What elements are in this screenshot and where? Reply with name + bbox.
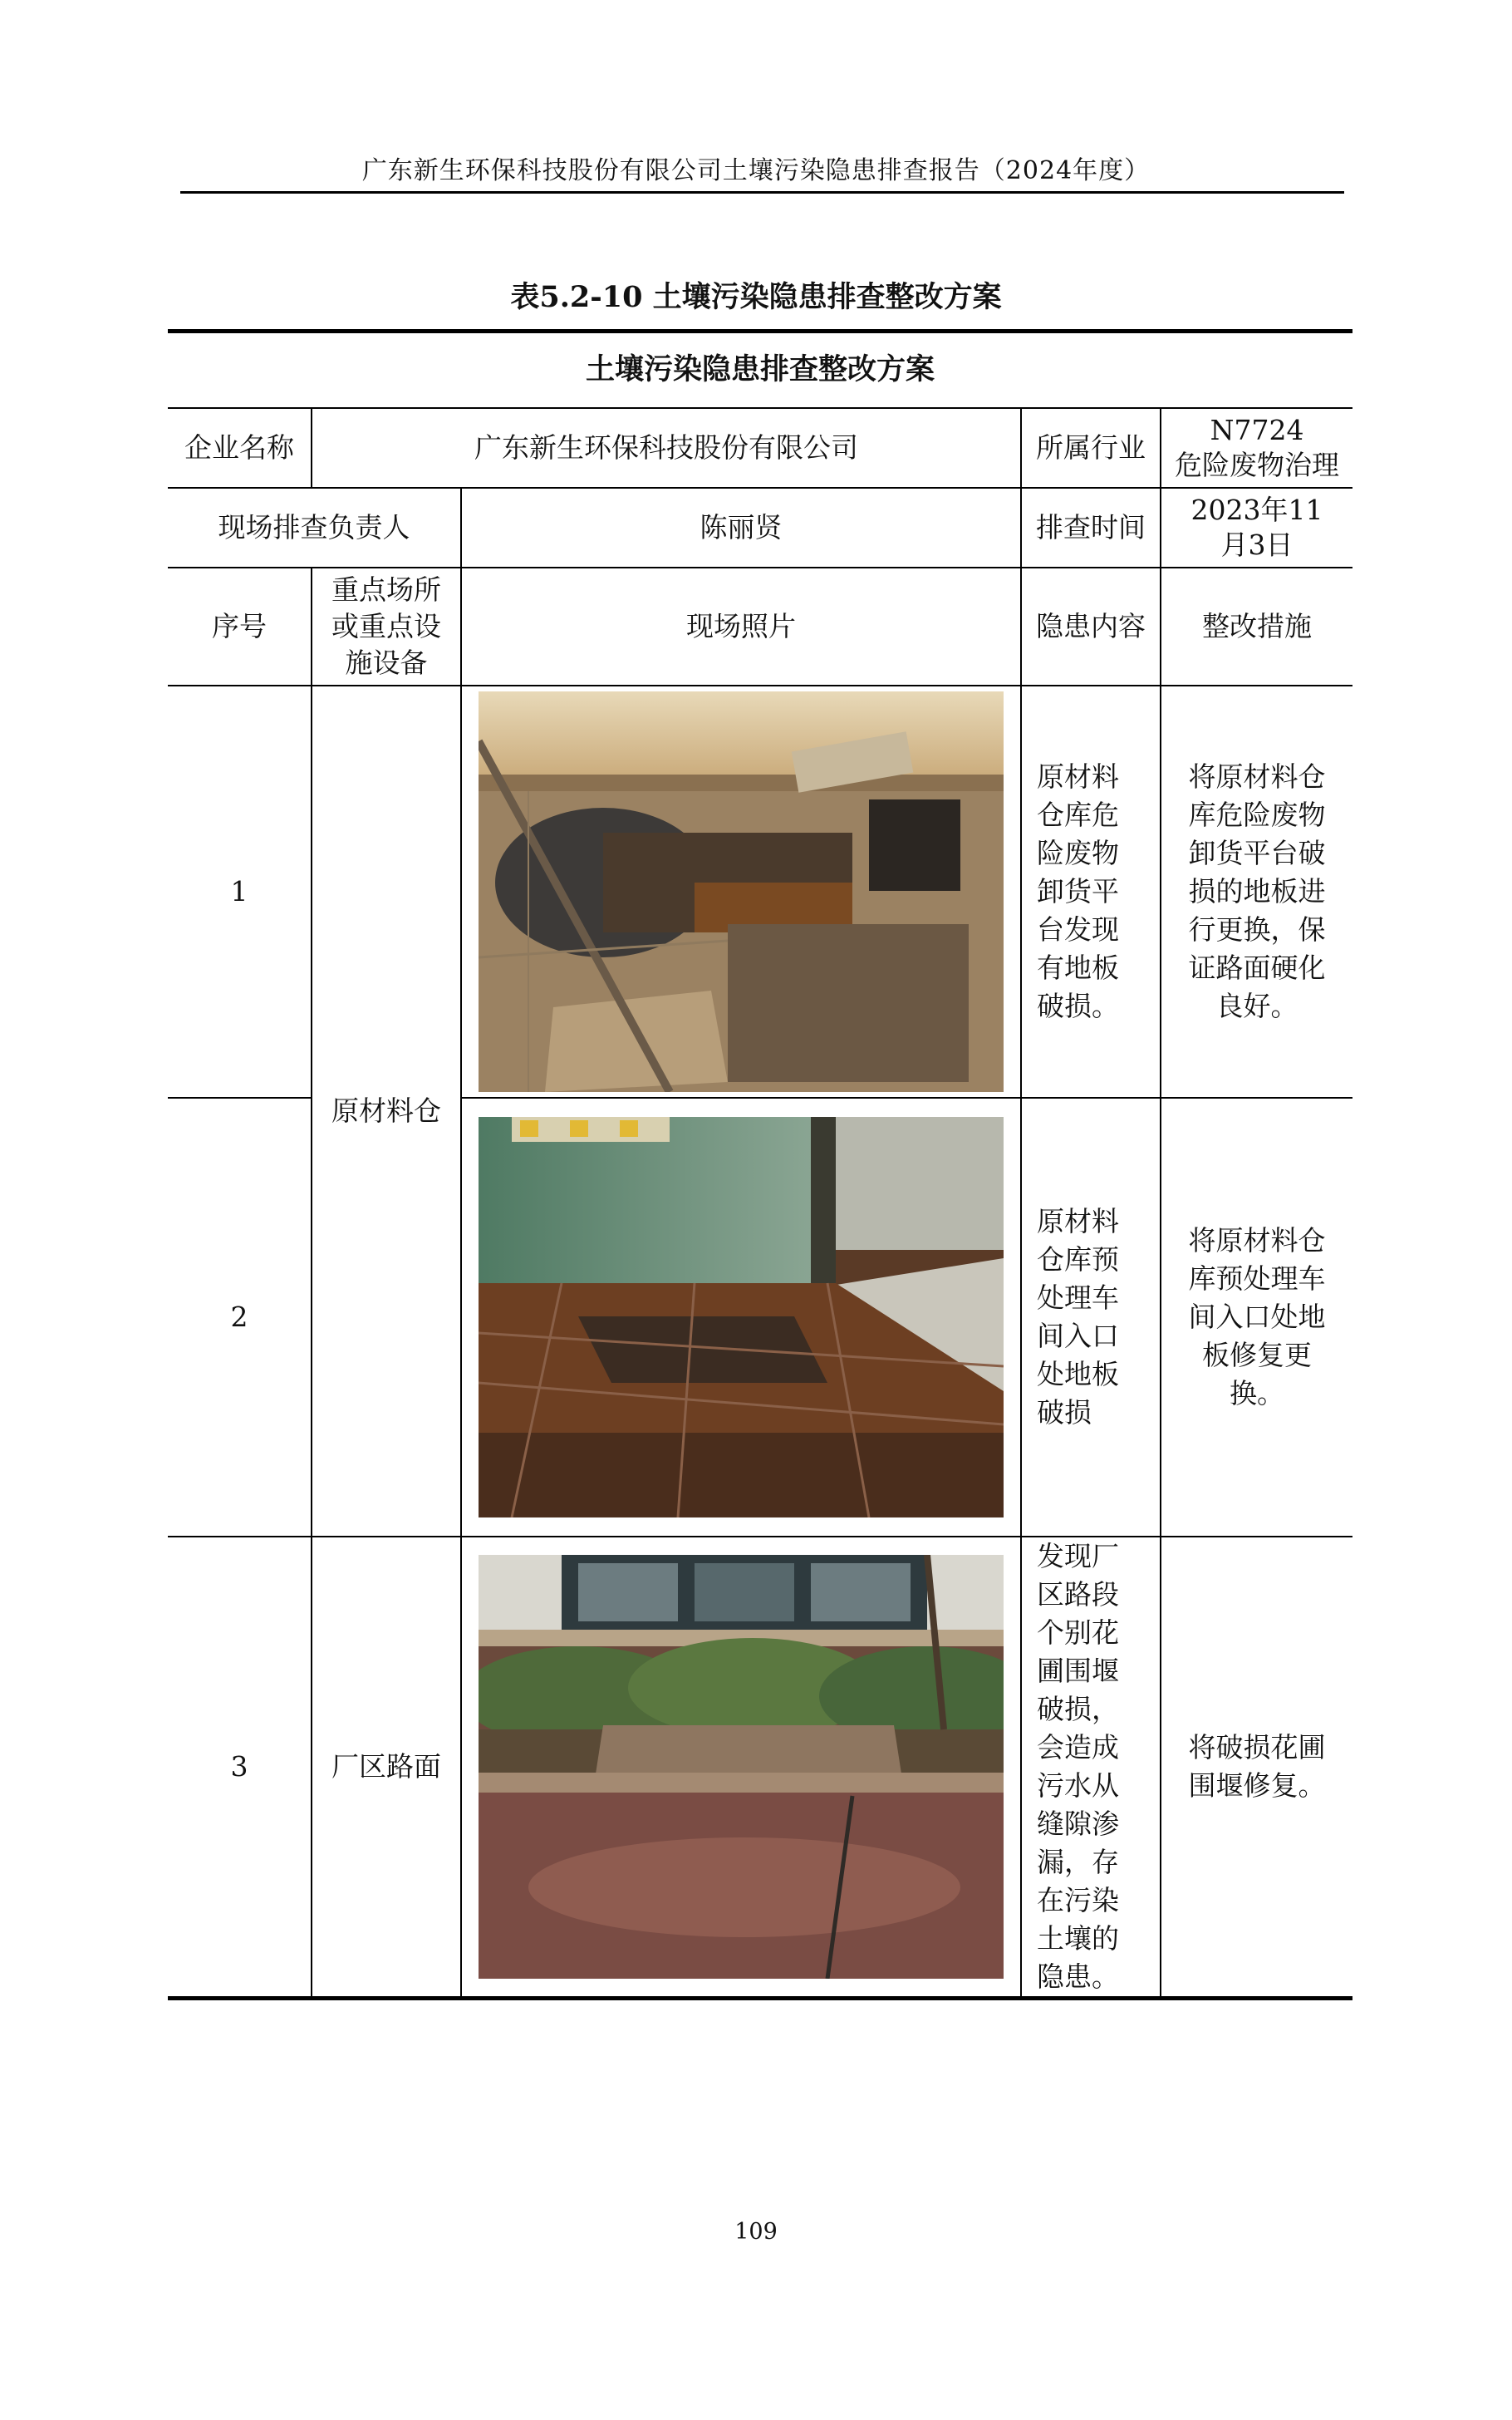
header-photo: 现场照片 [461,568,1021,686]
row1-hazard [1021,686,1161,1098]
flowerbed-curb-photo [479,1555,1004,1979]
time-label: 排查时间 [1021,488,1161,568]
inspector-label: 现场排查负责人 [168,488,461,568]
row2-hazard-text: 原材料仓库预处理车间入口处地板破损 [1037,1204,1119,1429]
page-header: 广东新生环保科技股份有限公司土壤污染隐患排查报告（2024年度） [361,156,1151,185]
header-measure: 整改措施 [1161,568,1352,686]
row1-measure [1161,686,1352,1098]
company-value: 广东新生环保科技股份有限公司 [312,408,1021,488]
row1-photo [479,691,1004,1092]
row1-no: 1 [168,686,312,1098]
row2-measure [1161,1098,1352,1537]
row2-measure-text: 将原材料仓库预处理车间入口处地板修复更换。 [1188,1223,1326,1409]
header-no: 序号 [168,568,312,686]
row3-measure [1161,1537,1352,1999]
row3-hazard [1021,1537,1161,1999]
row2-no: 2 [168,1098,312,1537]
row3-photo-cell [461,1537,1021,1999]
header-hazard: 隐患内容 [1021,568,1161,686]
row2-photo [479,1117,1004,1517]
company-label: 企业名称 [168,408,312,488]
row1-photo-cell [461,686,1021,1098]
platform-floor-photo [479,691,1004,1092]
row3-photo [479,1555,1004,1979]
row1-place: 原材料仓 [312,686,461,1537]
time-value-text: 2023年11月3日 [1190,493,1323,561]
table-title: 土壤污染隐患排查整改方案 [168,332,1352,408]
rectification-table [168,329,1352,2000]
row3-measure-text: 将破损花圃围堰修复。 [1188,1730,1326,1802]
header-place-text: 重点场所或重点设施设备 [331,573,441,679]
inspector-value: 陈丽贤 [461,488,1021,568]
header-place [312,568,461,686]
row3-no: 3 [168,1537,312,1999]
row3-place: 厂区路面 [312,1537,461,1999]
row2-photo-cell [461,1098,1021,1537]
row1-measure-text: 将原材料仓库危险废物卸货平台破损的地板进行更换，保证路面硬化良好。 [1188,760,1326,1022]
table-caption: 表5.2-10 土壤污染隐患排查整改方案 [510,280,1002,314]
row3-hazard-text: 发现厂区路段个别花圃围堰破损，会造成污水从缝隙渗漏，存在污染土壤的隐患。 [1037,1539,1119,1993]
header-rule [180,191,1344,194]
page-number: 109 [734,2219,778,2245]
row1-hazard-text: 原材料仓库危险废物卸货平台发现有地板破损。 [1037,760,1119,1022]
industry-label: 所属行业 [1021,408,1161,488]
time-value [1161,488,1352,568]
industry-value: N7724 危险废物治理 [1161,408,1352,488]
entrance-floor-photo [479,1117,1004,1517]
row2-hazard [1021,1098,1161,1537]
